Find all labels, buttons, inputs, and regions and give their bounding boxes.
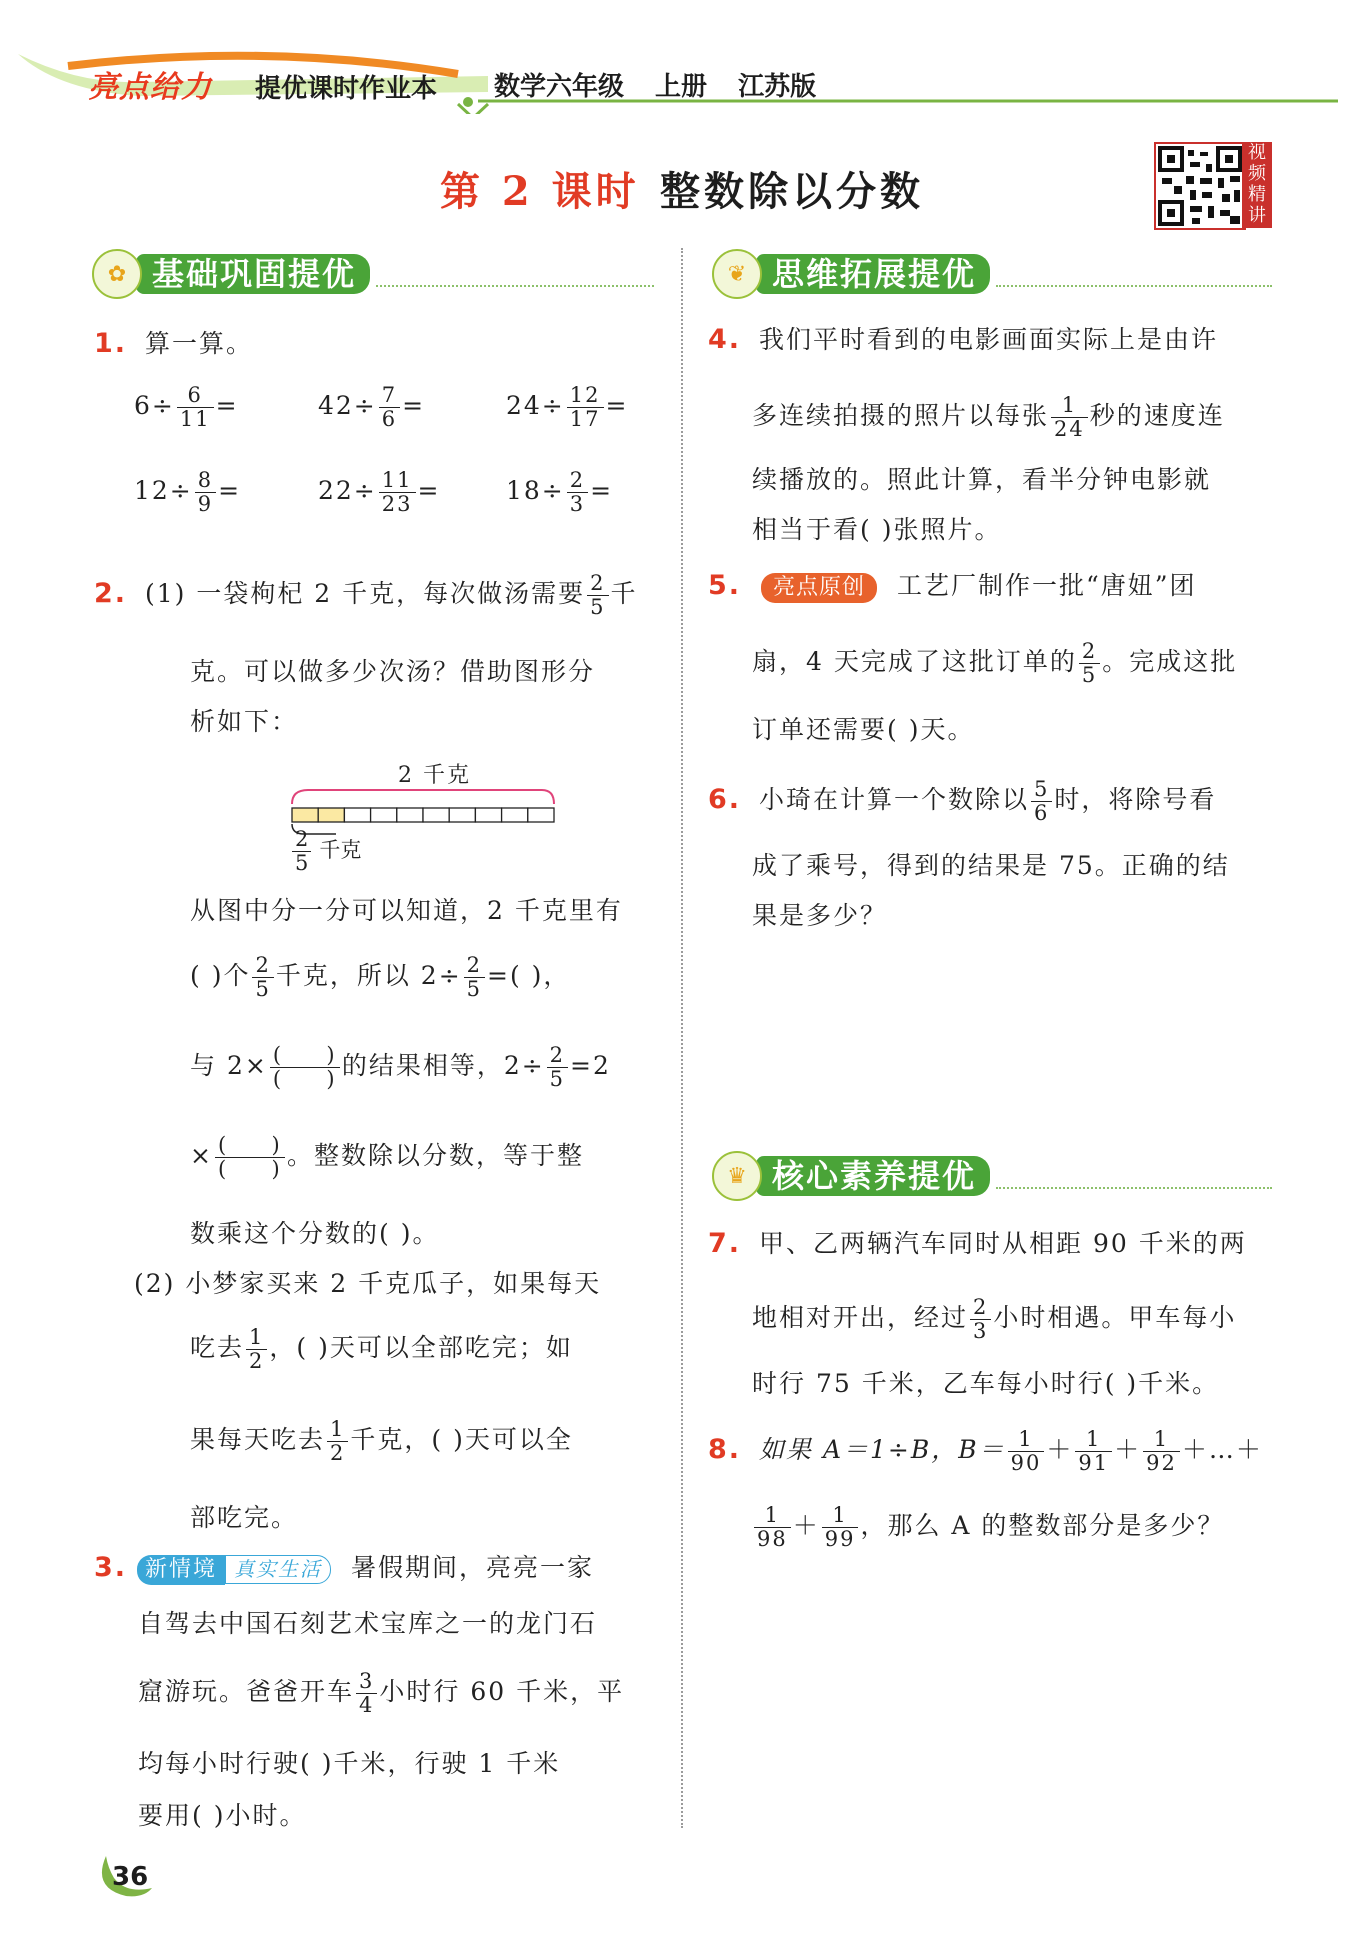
q2-part2-line3: 果每天吃去 $\frac{1}{2}$ 千克，( )天可以全 — [190, 1417, 573, 1465]
q1-item: 12÷ $\frac{8}{9}$ = — [134, 468, 242, 516]
lesson-title: 整数除以分数 — [660, 168, 924, 215]
bar-cell — [449, 808, 475, 822]
q2-line4: × $\frac{( )}{( )}$ 。整数除以分数，等于整 — [190, 1133, 584, 1181]
bar-part-label: $\frac{2}{5}$ 千克 — [290, 828, 361, 875]
bar-cell — [344, 808, 370, 822]
qr-code-icon[interactable] — [1154, 142, 1246, 230]
q2-part2: (2) 小梦家买来 2 千克瓜子，如果每天 — [134, 1269, 602, 1298]
book-info: 数学六年级 上册 江苏版 — [494, 72, 817, 102]
q2-part2-line2: 吃去 $\frac{1}{2}$ ，( )天可以全部吃完；如 — [190, 1325, 573, 1373]
q4-text: 续播放的。照此计算，看半分钟电影就 — [752, 465, 1212, 494]
bar-cell — [292, 808, 318, 822]
question-2: 2. (1) 一袋枸杞 2 千克，每次做汤需要 $\frac{2}{5}$ 千 — [94, 571, 638, 619]
video-tag: 视频精讲 — [1242, 142, 1272, 228]
q8-line2: $\frac{1}{98}$ ＋ $\frac{1}{99}$ ，那么 A 的整数部分是多少？ — [752, 1504, 1224, 1551]
real-life-tag: 真实生活 — [225, 1555, 331, 1584]
q4-text: 相当于看( )张照片。 — [752, 515, 1002, 544]
question-6: 6. 小琦在计算一个数除以 $\frac{5}{6}$ 时，将除号看 — [708, 777, 1217, 825]
q6-text: 成了乘号，得到的结果是 75。正确的结 — [752, 851, 1230, 880]
question-3: 3. 新情境 真实生活 暑假期间，亮亮一家 — [94, 1552, 594, 1583]
section-basic: ✿ 基础巩固提优 — [92, 254, 654, 294]
q5-text: 订单还需要( )天。 — [752, 715, 975, 744]
question-1: 1. 算一算。 — [94, 328, 254, 359]
bar-cell — [475, 808, 501, 822]
q4-line2: 多连续拍摄的照片以每张 $\frac{1}{24}$ 秒的速度连 — [752, 393, 1225, 441]
column-divider — [681, 248, 683, 1828]
q1-item: 6÷ $\frac{6}{11}$ = — [134, 383, 239, 431]
bar-total-label: 2 千克 — [398, 763, 471, 788]
q7-text: 时行 75 千米，乙车每小时行( )千米。 — [752, 1369, 1220, 1398]
original-tag: 亮点原创 — [761, 573, 877, 603]
brand-logo: 亮点给力 — [88, 70, 212, 105]
book-series: 提优课时作业本 — [255, 74, 438, 104]
q7-line2: 地相对开出，经过 $\frac{2}{3}$ 小时相遇。甲车每小 — [752, 1295, 1237, 1343]
bar-cell — [423, 808, 449, 822]
q1-calculations — [134, 384, 654, 516]
question-4: 4. 我们平时看到的电影画面实际上是由许 — [708, 324, 1219, 355]
q2-text: 从图中分一分可以知道，2 千克里有 — [190, 896, 623, 925]
bar-cell — [397, 808, 423, 822]
q3-line3: 窟游玩。爸爸开车 $\frac{3}{4}$ 小时行 60 千米，平 — [138, 1669, 625, 1717]
section-core: ♛ 核心素养提优 — [712, 1156, 1272, 1196]
q3-text: 均每小时行驶( )千米，行驶 1 千米 — [138, 1749, 561, 1778]
section-thinking: ❦ 思维拓展提优 — [712, 254, 1272, 294]
q2-line2: ( )个 $\frac{2}{5}$ 千克，所以 2÷ $\frac{2}{5}$ =( )， — [190, 953, 571, 1001]
q2-text: 克。可以做多少次汤？借助图形分 — [190, 657, 596, 686]
new-scenario-tag: 新情境 — [137, 1555, 225, 1585]
question-7: 7. 甲、乙两辆汽车同时从相距 90 千米的两 — [708, 1228, 1247, 1259]
q2-text: 部吃完。 — [190, 1503, 299, 1532]
gear-icon: ✿ — [92, 249, 142, 299]
q2-line3: 与 2× $\frac{( )}{( )}$ 的结果相等，2÷ $\frac{2}{5}$ =2 — [190, 1043, 611, 1091]
question-8: 8. 如果 A＝1÷B，B＝ $\frac{1}{90}$ ＋ $\frac{1}{91}$ ＋ $\frac{1}{92}$ ＋…＋ — [708, 1427, 1263, 1475]
bar-cell — [528, 808, 554, 822]
bar-cell — [502, 808, 528, 822]
q6-text: 果是多少？ — [752, 901, 888, 930]
q3-text: 自驾去中国石刻艺术宝库之一的龙门石 — [138, 1609, 598, 1638]
q1-item: 42÷ $\frac{7}{6}$ = — [318, 383, 426, 431]
page-number: 36 — [112, 1862, 149, 1892]
q1-item: 24÷ $\frac{12}{17}$ = — [506, 383, 629, 431]
sprout-icon: ❦ — [712, 249, 762, 299]
q2-text: 析如下： — [190, 707, 299, 736]
question-5: 5. 亮点原创 工艺厂制作一批“唐妞”团 — [708, 570, 1197, 601]
q2-text: 数乘这个分数的( )。 — [190, 1219, 440, 1248]
q1-item: 22÷ $\frac{11}{23}$ = — [318, 468, 441, 516]
lesson-number: 第 2 课时 — [440, 168, 640, 215]
trophy-icon: ♛ — [712, 1151, 762, 1201]
q5-line2: 扇，4 天完成了这批订单的 $\frac{2}{5}$ 。完成这批 — [752, 639, 1238, 687]
q2-bar-diagram — [288, 758, 558, 878]
q3-text: 要用( )小时。 — [138, 1801, 307, 1830]
bar-cell — [371, 808, 397, 822]
bar-cell — [318, 808, 344, 822]
q1-item: 18÷ $\frac{2}{3}$ = — [506, 468, 614, 516]
